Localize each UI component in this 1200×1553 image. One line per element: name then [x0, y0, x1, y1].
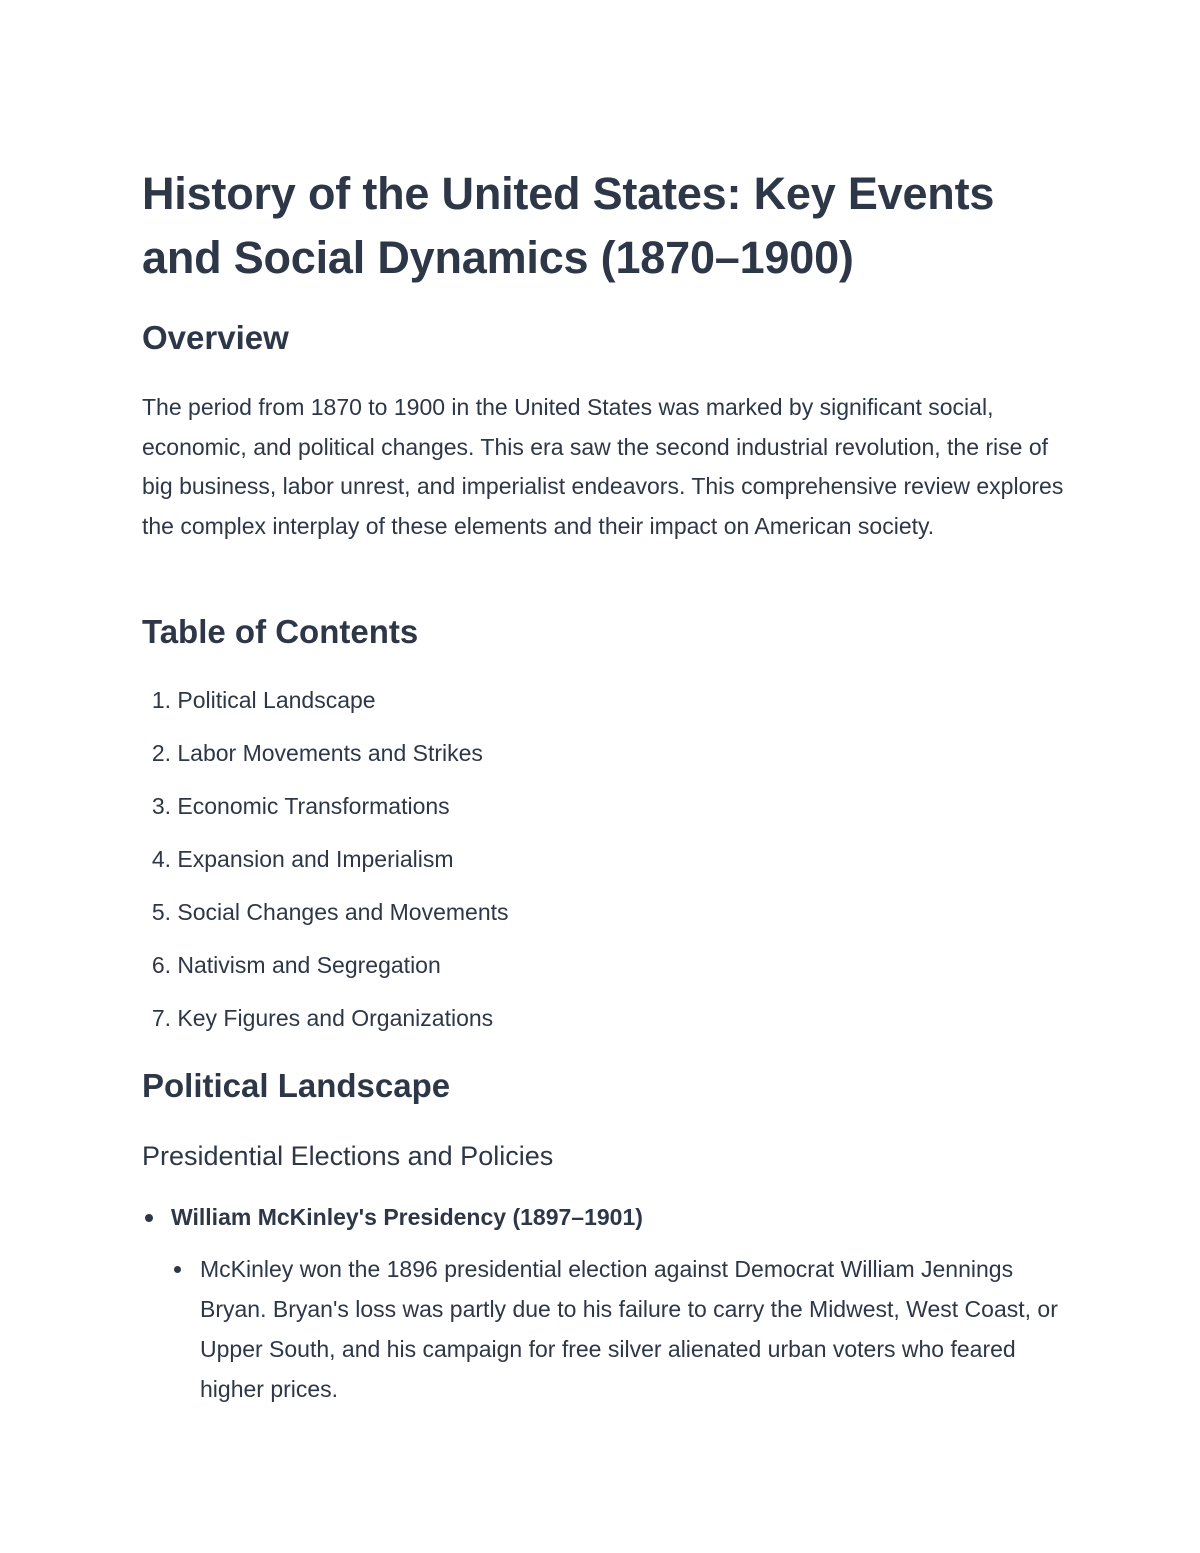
political-landscape-heading: Political Landscape [142, 1067, 451, 1104]
toc-item-label: Economic Transformations [177, 793, 450, 819]
bullet-mckinley-presidency: William McKinley's Presidency (1897–1901) [171, 1204, 643, 1230]
toc-item[interactable] [142, 839, 509, 892]
toc-item[interactable] [142, 733, 509, 786]
table-of-contents [142, 680, 509, 1051]
toc-item-label: Key Figures and Organizations [177, 1005, 494, 1031]
toc-item[interactable] [142, 786, 509, 839]
toc-item-number: 6. [151, 952, 171, 978]
title-line-2: and Social Dynamics (1870–1900) [142, 232, 854, 283]
overview-heading: Overview [142, 319, 289, 356]
sub-bullet-election-1896: McKinley won the 1896 presidential election against Democrat William Jennings Bryan. Bryan's loss was partly due to his failure to carry the Midwest, West Coast, or Upper South, and his campaign for free silver alienated urban voters who feared higher prices. [200, 1256, 1058, 1402]
toc-item-number: 4. [151, 846, 171, 872]
toc-item-label: Political Landscape [177, 687, 376, 713]
title-line-1: History of the United States: Key Events [142, 168, 995, 219]
toc-item[interactable] [142, 945, 509, 998]
toc-item-number: 3. [151, 793, 171, 819]
presidential-elections-subheading: Presidential Elections and Policies [142, 1141, 554, 1171]
toc-item-number: 1. [151, 687, 171, 713]
bullet-dot-icon [145, 1214, 153, 1222]
toc-item[interactable] [142, 892, 509, 945]
sub-bullet-dot-icon [174, 1266, 181, 1273]
toc-item-number: 5. [151, 899, 171, 925]
toc-item-number: 7. [151, 1005, 171, 1031]
overview-paragraph: The period from 1870 to 1900 in the United States was marked by significant social, economic, and political changes. This era saw the second industrial revolution, the rise of big business, labor unrest, and imperialist endeavors. This comprehensive review explores the complex interplay of these elements and their impact on American society. [142, 394, 1064, 539]
toc-item-label: Expansion and Imperialism [177, 846, 454, 872]
toc-item-label: Social Changes and Movements [177, 899, 509, 925]
toc-item-label: Nativism and Segregation [177, 952, 441, 978]
toc-item[interactable] [142, 998, 509, 1051]
document-title [142, 162, 994, 290]
toc-item[interactable] [142, 680, 509, 733]
toc-item-label: Labor Movements and Strikes [177, 740, 483, 766]
toc-heading: Table of Contents [142, 613, 419, 650]
toc-item-number: 2. [151, 740, 171, 766]
